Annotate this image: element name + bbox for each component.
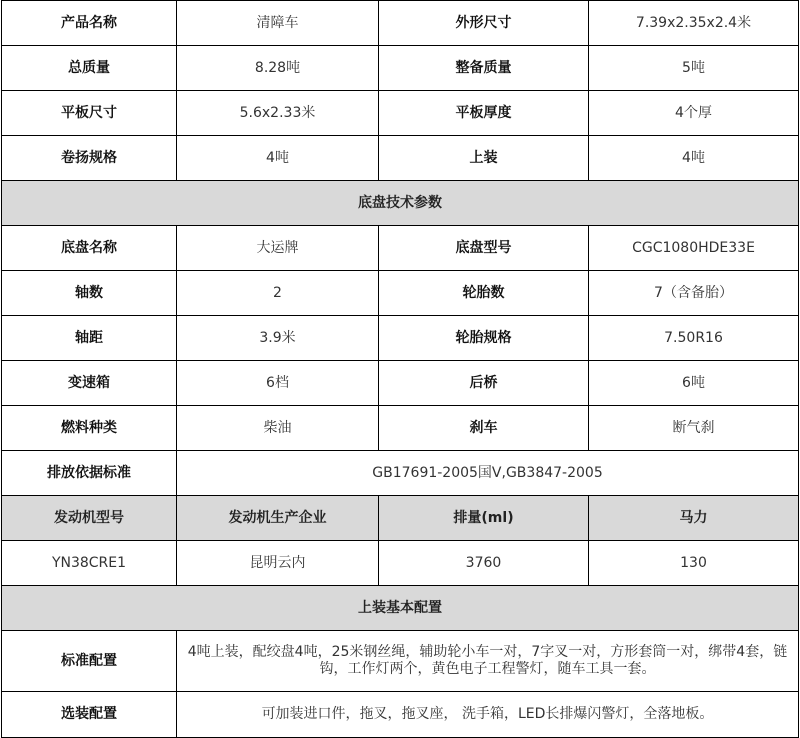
value-curb-mass: 5吨 bbox=[589, 46, 799, 91]
label-fuel-type: 燃料种类 bbox=[2, 406, 177, 451]
label-gross-mass: 总质量 bbox=[2, 46, 177, 91]
value-standard-config: 4吨上装，配绞盘4吨，25米钢丝绳，辅助轮小车一对，7字叉一对，方形套筒一对，绑带4套，链钩，工作灯两个，黄色电子工程警灯，随车工具一套。 bbox=[177, 631, 799, 692]
spec-row bbox=[2, 451, 799, 496]
spec-table bbox=[1, 0, 799, 738]
value-tire-spec: 7.50R16 bbox=[589, 316, 799, 361]
label-upper-body: 上装 bbox=[379, 136, 589, 181]
label-standard-config: 标准配置 bbox=[2, 631, 177, 692]
value-fuel-type: 柴油 bbox=[177, 406, 379, 451]
spec-row bbox=[2, 631, 799, 692]
label-winch-spec: 卷扬规格 bbox=[2, 136, 177, 181]
label-curb-mass: 整备质量 bbox=[379, 46, 589, 91]
label-product-name: 产品名称 bbox=[2, 1, 177, 46]
label-gearbox: 变速箱 bbox=[2, 361, 177, 406]
value-tire-count: 7（含备胎） bbox=[589, 271, 799, 316]
value-axle-count: 2 bbox=[177, 271, 379, 316]
spec-row bbox=[2, 136, 799, 181]
label-brake: 刹车 bbox=[379, 406, 589, 451]
header-engine-maker: 发动机生产企业 bbox=[177, 496, 379, 541]
header-engine-model: 发动机型号 bbox=[2, 496, 177, 541]
label-chassis-name: 底盘名称 bbox=[2, 226, 177, 271]
section-title-chassis: 底盘技术参数 bbox=[2, 181, 799, 226]
spec-row bbox=[2, 361, 799, 406]
spec-row bbox=[2, 271, 799, 316]
header-displacement: 排量(ml) bbox=[379, 496, 589, 541]
label-chassis-model: 底盘型号 bbox=[379, 226, 589, 271]
value-brake: 断气刹 bbox=[589, 406, 799, 451]
value-product-name: 清障车 bbox=[177, 1, 379, 46]
value-emission-standard: GB17691-2005国Ⅴ,GB3847-2005 bbox=[177, 451, 799, 496]
label-tire-count: 轮胎数 bbox=[379, 271, 589, 316]
header-horsepower: 马力 bbox=[589, 496, 799, 541]
value-chassis-name: 大运牌 bbox=[177, 226, 379, 271]
label-flatbed-size: 平板尺寸 bbox=[2, 91, 177, 136]
value-gearbox: 6档 bbox=[177, 361, 379, 406]
label-flatbed-thickness: 平板厚度 bbox=[379, 91, 589, 136]
value-chassis-model: CGC1080HDE33E bbox=[589, 226, 799, 271]
value-flatbed-size: 5.6x2.33米 bbox=[177, 91, 379, 136]
value-flatbed-thickness: 4个厚 bbox=[589, 91, 799, 136]
value-winch-spec: 4吨 bbox=[177, 136, 379, 181]
label-wheelbase: 轴距 bbox=[2, 316, 177, 361]
label-axle-count: 轴数 bbox=[2, 271, 177, 316]
value-engine-maker: 昆明云内 bbox=[177, 541, 379, 586]
label-tire-spec: 轮胎规格 bbox=[379, 316, 589, 361]
value-gross-mass: 8.28吨 bbox=[177, 46, 379, 91]
section-title-upper-config: 上装基本配置 bbox=[2, 586, 799, 631]
value-horsepower: 130 bbox=[589, 541, 799, 586]
spec-row bbox=[2, 406, 799, 451]
section-row bbox=[2, 586, 799, 631]
spec-row bbox=[2, 1, 799, 46]
label-dimensions: 外形尺寸 bbox=[379, 1, 589, 46]
value-engine-model: YN38CRE1 bbox=[2, 541, 177, 586]
label-rear-axle: 后桥 bbox=[379, 361, 589, 406]
value-upper-body: 4吨 bbox=[589, 136, 799, 181]
spec-row bbox=[2, 692, 799, 738]
spec-row bbox=[2, 316, 799, 361]
value-wheelbase: 3.9米 bbox=[177, 316, 379, 361]
spec-row bbox=[2, 91, 799, 136]
value-dimensions: 7.39x2.35x2.4米 bbox=[589, 1, 799, 46]
spec-row bbox=[2, 46, 799, 91]
engine-header-row bbox=[2, 496, 799, 541]
label-emission-standard: 排放依据标准 bbox=[2, 451, 177, 496]
section-row bbox=[2, 181, 799, 226]
label-optional-config: 选装配置 bbox=[2, 692, 177, 738]
value-displacement: 3760 bbox=[379, 541, 589, 586]
spec-row bbox=[2, 226, 799, 271]
engine-value-row bbox=[2, 541, 799, 586]
value-optional-config: 可加装进口件，拖叉，拖叉座， 洗手箱，LED长排爆闪警灯，全落地板。 bbox=[177, 692, 799, 738]
value-rear-axle: 6吨 bbox=[589, 361, 799, 406]
